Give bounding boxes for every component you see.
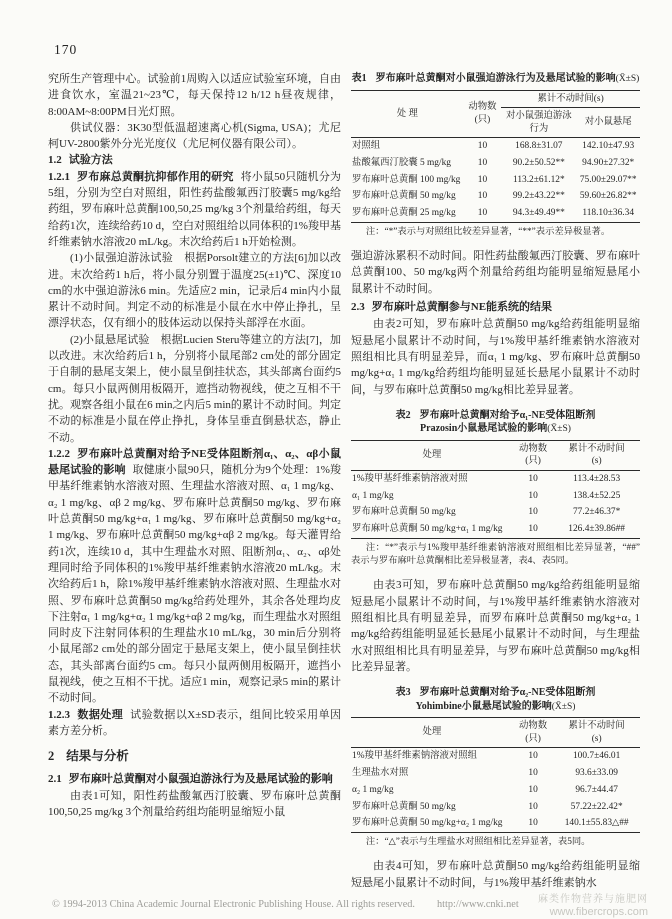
table-header-cell: 处理 [351,440,513,470]
section-2-label: 2 [48,749,55,764]
section-1-2-heading [48,152,341,168]
section-2-1-title: 罗布麻叶总黄酮对小鼠强迫游泳行为及悬尾试验的影响 [68,773,333,786]
table-header-cell: 处 理 [351,90,464,138]
section-1-2-label: 1.2 [48,154,62,167]
table-cell: 138.4±52.25 [572,490,621,501]
table-row [351,155,640,172]
table-cell: 96.7±44.47 [575,784,618,795]
table-1-block [351,72,640,239]
table-3 [351,717,640,833]
table-3-caption-stat: (X̄±S) [551,701,576,712]
section-2-3-title: 罗布麻叶总黄酮参与NE能系统的结果 [371,301,553,314]
section-1-2-2-title: 罗布麻叶总黄酮对给予NE受体阻断剂α₁、α₂、αβ小鼠悬尾试验的影响 [48,447,341,477]
section-1-2-1-text: 将小鼠50只随机分为5组，分别为空白对照组，阳性药盐酸氟西汀胶囊5 mg/kg给药组，罗布麻叶总黄酮100,50,25 mg/kg 3个剂量给药组，每天给药1次，连续给药10 d，空白对照组给以同体积的1%羧甲基纤维素钠水溶液20 mL/kg。末次给药后1 h开始检测。 [48,170,342,248]
table-cell: 罗布麻叶总黄酮 50 mg/kg [352,801,456,812]
paragraph-table1-result: 强迫游泳累积不动时间。阳性药盐酸氟西汀胶囊、罗布麻叶总黄酮100、50 mg/kg两个剂量给药组均能明显缩短悬尾小鼠累计不动时间。 [351,250,640,295]
table-row [351,172,640,189]
section-1-2-title: 试验方法 [68,154,113,167]
table-1-caption-stat: (X̄±S) [615,74,640,84]
paragraph-table3-result: 由表3可知，罗布麻叶总黄酮50 mg/kg给药组能明显缩短悬尾小鼠累计不动时间，与1%羧甲基纤维素钠水溶液对照组相比具有明显差异，而罗布麻叶总黄酮50 mg/kg+α₂ 1 mg/kg给药组能明显延长悬尾小鼠累计不动时间，与生理盐水对照组相比具有明显差异，与罗布麻叶总黄酮50 mg/kg相比差异显著。 [351,579,640,673]
table-cell: 57.22±22.42* [570,801,623,812]
table-cell: α₁ 1 mg/kg [352,490,394,501]
section-2-1-label: 2.1 [48,773,62,786]
table-cell: 126.4±39.86## [568,524,625,535]
table-cell: α₂ 1 mg/kg [352,784,394,795]
table-row [351,188,640,205]
table-cell: 10 [477,191,488,202]
table-1-caption [351,72,640,87]
section-2-heading [48,748,341,764]
section-1-2-2-text: 取健康小鼠90只，随机分为9个处理：1%羧甲基纤维素钠水溶液对照、生理盐水溶液对照、α₁ 1 mg/kg、α₂ 1 mg/kg、αβ 2 mg/kg、罗布麻叶总黄酮50 mg/kg、罗布麻叶总黄酮50 mg/kg+α₁ 1 mg/kg、罗布麻叶总黄酮50 mg/kg+α₂ 1 mg/kg、罗布麻叶总黄酮50 mg/kg+αβ 2 mg/kg。每天灌胃给药1次，连续10 d，其中生理盐水对照、阻断剂α₁、α₂、αβ处理同时给予同体积的1%羧甲基纤维素钠水溶液20 mL/kg。末次给药后1 h，除1%羧甲基纤维素钠水溶液对照、生理盐水对照、罗布麻叶总黄酮50 mg/kg给药处理外，其余各处理均皮下注射α₁ 1 mg/kg+α₂ 1 mg/kg+αβ 2 mg/kg，而生理盐水对照组同时皮下注射同体积的生理盐水10 mL/kg，30 min后分别将小鼠尾部2 cm处的部分固定于悬尾支架上，使小鼠呈倒挂状态，其头部离台面约5 cm。每只小鼠两侧用板隔开，遮挡小鼠视线，使之互相不干扰。适应1 min，观察记录5 min的累计不动时间。 [48,464,341,705]
table-row [351,718,640,748]
section-1-2-3 [48,707,341,740]
table-cell: 10 [528,768,538,779]
footer [52,899,519,910]
table-header-cell: 动物数 (只) [513,718,553,748]
table-header-cell: 处理 [351,718,513,748]
table-3-caption [351,686,640,714]
section-1-2-1 [48,169,341,250]
watermark-site-url: www.fibercrops.com [549,906,648,918]
table-2-caption [351,409,640,437]
table-cell: 113.4±28.53 [573,473,621,484]
table-cell: 142.10±47.93 [582,141,635,151]
table-2-block [351,409,640,569]
table-row [351,799,640,816]
table-cell: 1%羧甲基纤维素钠溶液对照组 [352,751,477,762]
table-cell: 罗布麻叶总黄酮 50 mg/kg [352,507,456,518]
watermark [538,893,648,919]
table-1-caption-label: 表1 [351,73,367,84]
table-cell: 94.90±27.32* [582,157,635,168]
table-cell: 10 [477,157,488,168]
paragraph-table2-result: 由表2可知，罗布麻叶总黄酮50 mg/kg给药组能明显缩短悬尾小鼠累计不动时间，与1%羧甲基纤维素钠水溶液对照组相比具有明显差异，而α₁ 1 mg/kg、罗布麻叶总黄酮50 mg/kg+α₁ 1 mg/kg给药组均能明显延长悬尾小鼠累计不动时间，与罗布麻叶总黄酮50 mg/kg相比差异显著。 [351,318,640,396]
table-cell: 盐酸氟西汀胶囊 5 mg/kg [352,157,451,168]
table-row [351,748,640,765]
table-1 [351,90,640,223]
left-column [48,71,341,820]
paragraph-instruments: 供试仪器：3K30型低温超速离心机(Sigma, USA)；尤尼柯UV-2800紫外分光光度仪（尤尼柯仪器有限公司）。 [48,121,341,151]
table-cell: 生理盐水对照 [352,768,409,779]
table-cell: 113.2±61.12* [512,174,565,185]
table-header-cell: 累计不动时间 (s) [553,440,640,470]
table-cell: 77.2±46.37* [572,507,621,518]
table-row [351,90,640,108]
table-3-note: 注：“△”表示与生理盐水对照组相比差异显著，表5同。 [365,837,591,848]
section-2-1-heading [48,771,341,787]
table-cell: 10 [477,141,488,151]
section-1-2-3-text: 试验数据以X±SD表示，组间比较采用单因素方差分析。 [48,708,342,737]
table-cell: 59.60±26.82** [579,191,637,202]
table-cell: 90.2±50.52** [512,157,565,168]
table-2 [351,440,640,539]
table-cell: 10 [528,507,538,518]
table-row [351,488,640,505]
table-cell: 140.1±55.83△## [564,818,629,829]
table-2-caption-label: 表2 [395,409,411,421]
table-cell: 10 [477,208,488,219]
table-cell: 对照组 [352,141,381,151]
table-2-caption-line2: Prazosin小鼠悬尾试验的影响 [420,423,548,435]
section-2-3-label: 2.3 [351,301,365,314]
table-header-cell: 对小鼠强迫游泳行为 [501,108,576,138]
table-row [351,504,640,521]
table-cell: 93.6±33.09 [575,768,618,779]
section-2-3-heading [351,299,640,315]
footer-copyright: © 1994-2013 China Academic Journal Electronic Publishing House. All rights reserved. [52,899,415,910]
table-cell: 168.8±31.07 [515,141,563,151]
table-header-cell: 动物数 (只) [513,440,553,470]
table-3-caption-line1: 罗布麻叶总黄酮对给予α₂-NE受体阻断剂 [419,687,596,699]
table-header-cell: 动物数 (只) [464,90,502,138]
table-row [351,205,640,222]
table-row [351,815,640,832]
table-cell: 10 [528,818,538,829]
table-cell: 10 [528,524,538,535]
table-cell: 10 [528,490,538,501]
table-cell: 10 [528,801,538,812]
table-header-cell: 累计不动时间(s) [501,90,640,108]
table-header-cell: 对小鼠悬尾 [576,108,640,138]
section-1-2-1-label: 1.2.1 [48,170,70,183]
table-3-caption-label: 表3 [395,687,411,699]
table-3-caption-line2: Yohimbine小鼠悬尾试验的影响 [415,700,552,712]
table-cell: 94.3±49.49** [512,208,565,219]
table-row [351,440,640,470]
section-1-2-3-label: 1.2.3 [48,708,70,721]
table-cell: 1%羧甲基纤维素钠溶液对照 [352,473,468,484]
page-number: 170 [54,42,78,57]
watermark-site-name: 麻类作物营养与施肥网 [538,894,648,905]
table-1-note: 注：“*”表示与对照组比较差异显著，“**”表示差异极显著。 [365,226,611,237]
table-row [351,470,640,487]
section-2-title: 结果与分析 [66,749,129,764]
table-cell: 罗布麻叶总黄酮 50 mg/kg+α₁ 1 mg/kg [352,524,503,535]
footer-url[interactable]: http://www.cnki.net [437,899,519,910]
table-cell: 100.7±46.01 [572,751,621,762]
table-cell: 罗布麻叶总黄酮 25 mg/kg [352,208,456,219]
table-2-caption-stat: (X̄±S) [547,424,571,435]
paragraph-table1-intro: 由表1可知，阳性药盐酸氟西汀胶囊、罗布麻叶总黄酮100,50,25 mg/kg 3个剂量给药组均能明显缩短小鼠 [48,789,341,819]
section-1-2-3-title: 数据处理 [77,708,124,721]
table-cell: 75.00±29.07** [579,174,637,185]
paragraph-animal-housing: 究所生产管理中心。试验前1周购入以适应试验室环境，自由进食饮水，室温21~23℃，每天保持12 h/12 h昼夜规律，8:00AM~8:00PM日光灯照。 [48,73,341,118]
table-row [351,765,640,782]
right-column [351,71,640,891]
table-row [351,521,640,538]
table-cell: 罗布麻叶总黄酮 50 mg/kg+α₂ 1 mg/kg [352,818,503,829]
table-cell: 罗布麻叶总黄酮 50 mg/kg [352,191,456,202]
table-cell: 10 [528,473,538,484]
table-header-cell: 累计不动时间 (s) [553,718,640,748]
table-cell: 118.10±36.34 [582,208,635,219]
table-cell: 10 [477,174,488,185]
table-cell: 罗布麻叶总黄酮 100 mg/kg [352,174,461,185]
table-cell: 10 [528,784,538,795]
table-cell: 10 [528,751,538,762]
table-1-caption-text: 罗布麻叶总黄酮对小鼠强迫游泳行为及悬尾试验的影响 [375,73,616,84]
paragraph-table4-result: 由表4可知，罗布麻叶总黄酮50 mg/kg给药组能明显缩短悬尾小鼠累计不动时间，与1%羧甲基纤维素钠水 [351,860,640,889]
section-1-2-2 [48,446,341,707]
table-2-caption-line1: 罗布麻叶总黄酮对给予α₁-NE受体阻断剂 [419,409,596,421]
table-2-note: 注：“*”表示与1%羧甲基纤维素钠溶液对照组相比差异显著，“##”表示与罗布麻叶总黄酮相比差异极显著，表4、表5同。 [351,543,640,567]
table-3-block [351,686,640,849]
section-1-2-1-title: 罗布麻总黄酮抗抑郁作用的研究 [77,170,234,183]
section-1-2-2-label: 1.2.2 [48,447,70,460]
table-row [351,138,640,155]
table-cell: 99.2±43.22** [512,191,565,202]
table-row [351,782,640,799]
paragraph-swim-test: (1)小鼠强迫游泳试验 根据Porsolt建立的方法[6]加以改进。末次给药1 h后，将小鼠分别置于温度25(±1)℃、深度10 cm的水中强迫游泳6 min。先适应2 min，记录后4 min内小鼠累计不动时间。判定不动的标准是小鼠在水中停止挣扎，呈漂浮状态，仅有细小的肢体运动以保持头部浮在水面。 [48,252,341,330]
paragraph-tail-test: (2)小鼠悬尾试验 根据Lucien Steru等建立的方法[7]，加以改进。末次给药后1 h，分别将小鼠尾部2 cm处的部分固定于自制的悬尾支架上，使小鼠呈倒挂状态，其头部离台面约5 cm。每只小鼠两侧用板隔开，遮挡动物视线，使之互相不干扰。观察各组小鼠在6 min之内后5 min的累计不动时间。判定不动的标准是小鼠在停止挣扎，身体呈垂直倒悬状态，静止不动。 [48,333,341,444]
